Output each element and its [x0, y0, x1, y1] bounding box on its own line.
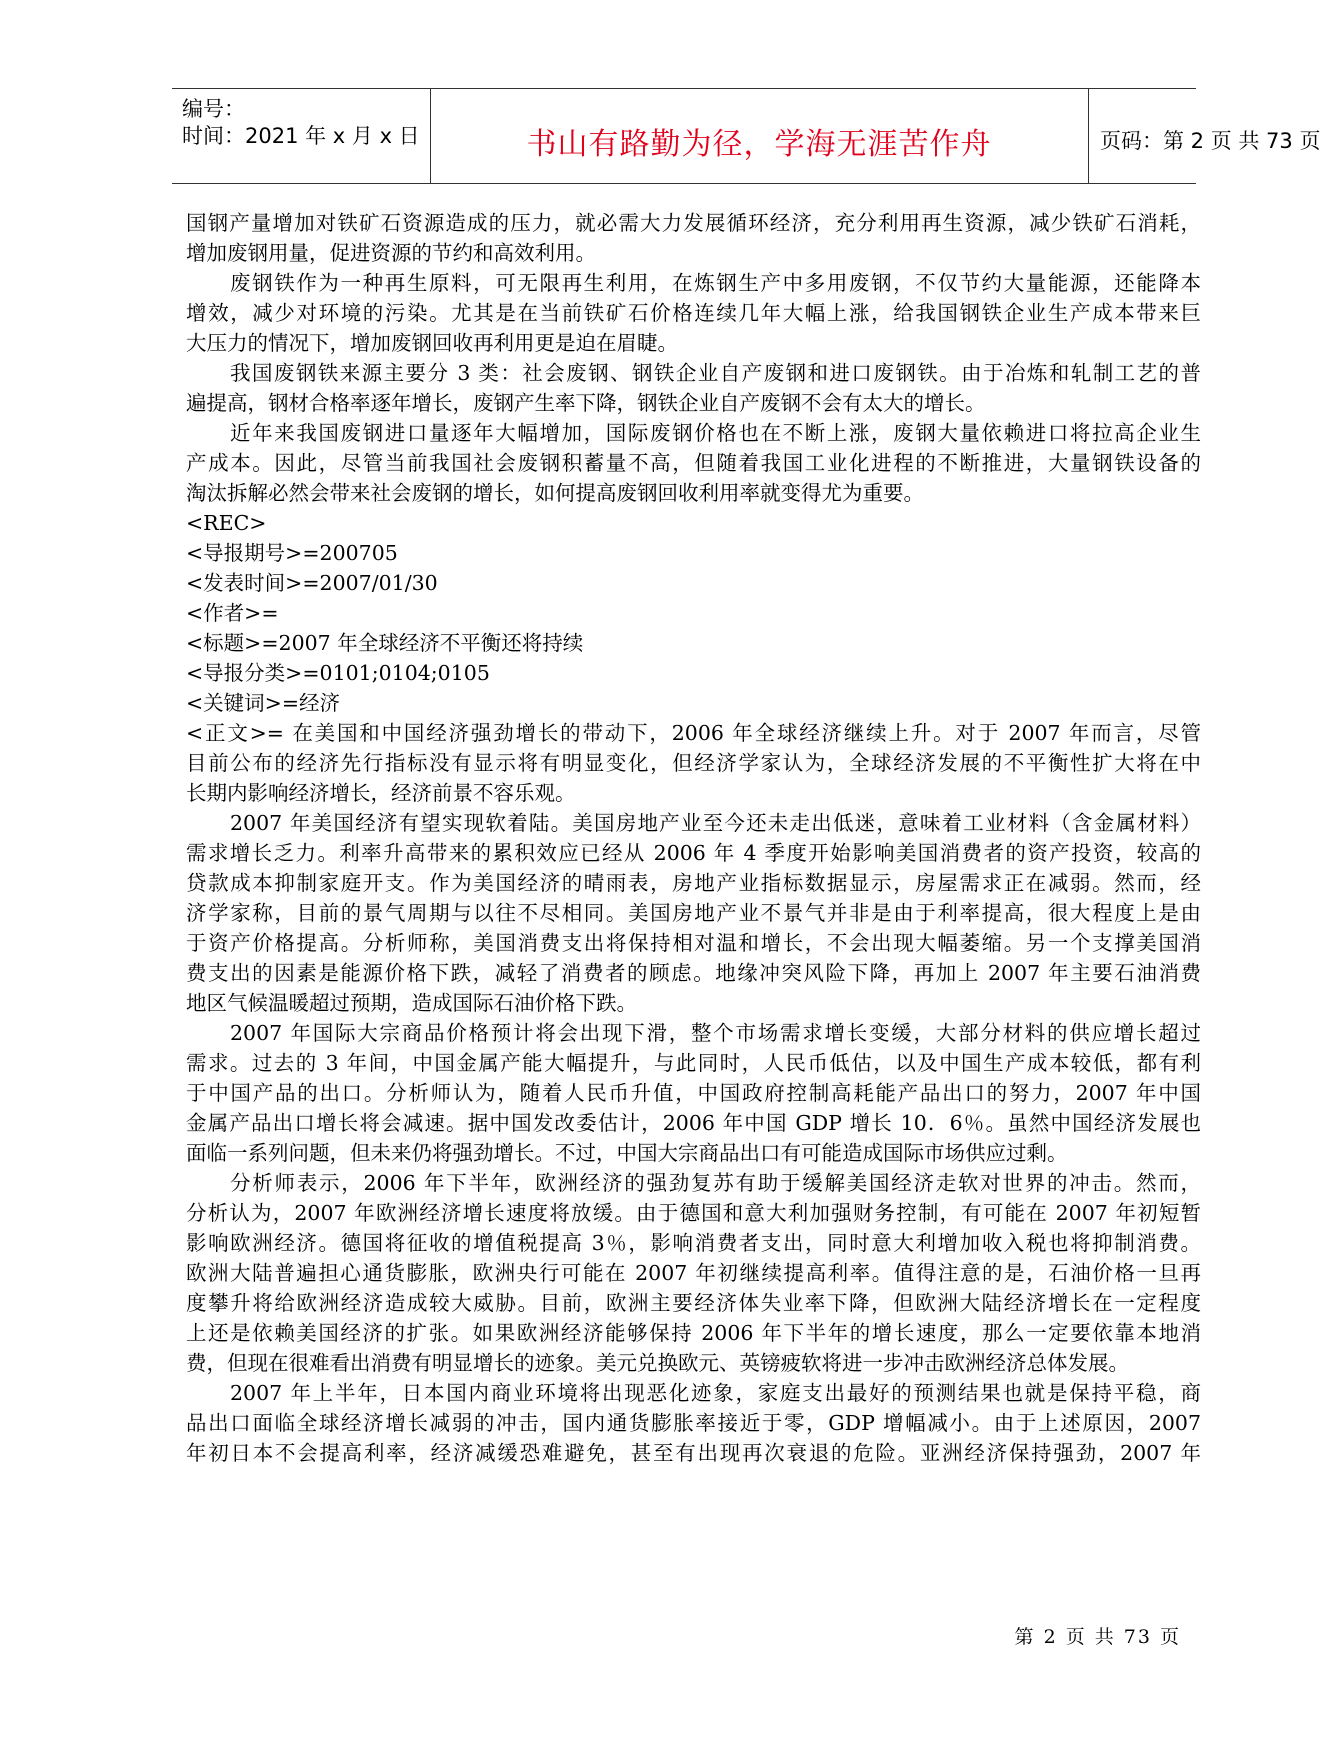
header-motto: 书山有路勤为径，学海无涯苦作舟	[526, 127, 992, 162]
text-line: 2007 年上半年，日本国内商业环境将出现恶化迹象，家庭支出最好的预测结果也就是保持平稳，商	[230, 1381, 1201, 1405]
record-field-category: <导报分类>=0101;0104;0105	[186, 661, 490, 685]
record-field-issue: <导报期号>=200705	[186, 541, 398, 565]
text-line: 年初日本不会提高利率，经济减缓恐难避免，甚至有出现再次衰退的危险。亚洲经济保持强劲，2007 年	[186, 1441, 1201, 1465]
text-line: 品出口面临全球经济增长减弱的冲击，国内通货膨胀率接近于零，GDP 增幅减小。由于上述原因，2007	[186, 1411, 1201, 1435]
text-line: 我国废钢铁来源主要分 3 类：社会废钢、钢铁企业自产废钢和进口废钢铁。由于冶炼和轧制工艺的普	[230, 361, 1201, 385]
page-footer: 第 2 页 共 73 页	[1014, 1626, 1181, 1648]
document-date: 时间：2021 年 x 月 x 日	[182, 124, 420, 148]
header-page-number: 页码：第 2 页 共 73 页	[1100, 129, 1320, 153]
text-line: 于中国产品的出口。分析师认为，随着人民币升值，中国政府控制高耗能产品出口的努力，2007 年中国	[186, 1081, 1201, 1105]
record-field-date: <发表时间>=2007/01/30	[186, 571, 438, 595]
text-line: 费，但现在很难看出消费有明显增长的迹象。美元兑换欧元、英镑疲软将进一步冲击欧洲经济总体发展。	[186, 1351, 1129, 1375]
document-number: 编号：	[182, 97, 245, 121]
text-line: 国钢产量增加对铁矿石资源造成的压力，就必需大力发展循环经济，充分利用再生资源，减少铁矿石消耗，	[186, 211, 1201, 235]
text-line: 大压力的情况下，增加废钢回收再利用更是迫在眉睫。	[186, 331, 678, 355]
record-field-body: <正文>= 在美国和中国经济强劲增长的带动下，2006 年全球经济继续上升。对于 2007 年而言，尽管	[186, 721, 1201, 745]
text-line: 增效，减少对环境的污染。尤其是在当前铁矿石价格连续几年大幅上涨，给我国钢铁企业生产成本带来巨	[186, 301, 1201, 325]
text-line: 废钢铁作为一种再生原料，可无限再生利用，在炼钢生产中多用废钢，不仅节约大量能源，还能降本	[230, 271, 1201, 295]
text-line: 2007 年国际大宗商品价格预计将会出现下滑，整个市场需求增长变缓，大部分材料的供应增长超过	[230, 1021, 1201, 1045]
text-line: 长期内影响经济增长，经济前景不容乐观。	[186, 781, 576, 805]
record-tag: <REC>	[186, 511, 267, 535]
text-line: 贷款成本抑制家庭开支。作为美国经济的晴雨表，房地产业指标数据显示，房屋需求正在减弱。然而，经	[186, 871, 1201, 895]
text-line: 济学家称，目前的景气周期与以往不尽相同。美国房地产业不景气并非是由于利率提高，很大程度上是由	[186, 901, 1201, 925]
page-header	[172, 88, 1320, 184]
text-line: 2007 年美国经济有望实现软着陆。美国房地产业至今还未走出低迷，意味着工业材料（含金属材料）	[230, 811, 1201, 835]
text-line: 影响欧洲经济。德国将征收的增值税提高 3％，影响消费者支出，同时意大利增加收入税也将抑制消费。	[186, 1231, 1201, 1255]
text-line: 欧洲大陆普遍担心通货膨胀，欧洲央行可能在 2007 年初继续提高利率。值得注意的是，石油价格一旦再	[186, 1261, 1201, 1285]
record-field-title: <标题>=2007 年全球经济不平衡还将持续	[186, 631, 584, 655]
header-info-cell	[172, 89, 431, 183]
text-line: 近年来我国废钢进口量逐年大幅增加，国际废钢价格也在不断上涨，废钢大量依赖进口将拉高企业生	[230, 421, 1201, 445]
text-line: 面临一系列问题，但未来仍将强劲增长。不过，中国大宗商品出口有可能造成国际市场供应过剩。	[186, 1141, 1068, 1165]
text-line: 分析认为，2007 年欧洲经济增长速度将放缓。由于德国和意大利加强财务控制，有可能在 2007 年初短暂	[186, 1201, 1201, 1225]
text-line: 金属产品出口增长将会减速。据中国发改委估计，2006 年中国 GDP 增长 10．6％。虽然中国经济发展也	[186, 1111, 1201, 1135]
text-line: 需求。过去的 3 年间，中国金属产能大幅提升，与此同时，人民币低估，以及中国生产成本较低，都有利	[186, 1051, 1201, 1075]
record-field-keyword: <关键词>=经济	[186, 691, 341, 715]
text-line: 费支出的因素是能源价格下跌，减轻了消费者的顾虑。地缘冲突风险下降，再加上 2007 年主要石油消费	[186, 961, 1201, 985]
header-page-cell	[1088, 89, 1320, 183]
text-line: 增加废钢用量，促进资源的节约和高效利用。	[186, 241, 596, 265]
text-line: 遍提高，钢材合格率逐年增长，废钢产生率下降，钢铁企业自产废钢不会有太大的增长。	[186, 391, 986, 415]
header-motto-cell	[430, 89, 1089, 183]
text-line: 分析师表示，2006 年下半年，欧洲经济的强劲复苏有助于缓解美国经济走软对世界的冲击。然而，	[230, 1171, 1201, 1195]
text-line: 上还是依赖美国经济的扩张。如果欧洲经济能够保持 2006 年下半年的增长速度，那么一定要依靠本地消	[186, 1321, 1201, 1345]
text-line: 于资产价格提高。分析师称，美国消费支出将保持相对温和增长，不会出现大幅萎缩。另一个支撑美国消	[186, 931, 1201, 955]
record-field-author: <作者>=	[186, 601, 279, 625]
text-line: 度攀升将给欧洲经济造成较大威胁。目前，欧洲主要经济体失业率下降，但欧洲大陆经济增长在一定程度	[186, 1291, 1201, 1315]
text-line: 地区气候温暖超过预期，造成国际石油价格下跌。	[186, 991, 637, 1015]
text-line: 需求增长乏力。利率升高带来的累积效应已经从 2006 年 4 季度开始影响美国消费者的资产投资，较高的	[186, 841, 1201, 865]
text-line: 淘汰拆解必然会带来社会废钢的增长，如何提高废钢回收利用率就变得尤为重要。	[186, 481, 924, 505]
text-line: 目前公布的经济先行指标没有显示将有明显变化，但经济学家认为，全球经济发展的不平衡性扩大将在中	[186, 751, 1201, 775]
text-line: 产成本。因此，尽管当前我国社会废钢积蓄量不高，但随着我国工业化进程的不断推进，大量钢铁设备的	[186, 451, 1201, 475]
